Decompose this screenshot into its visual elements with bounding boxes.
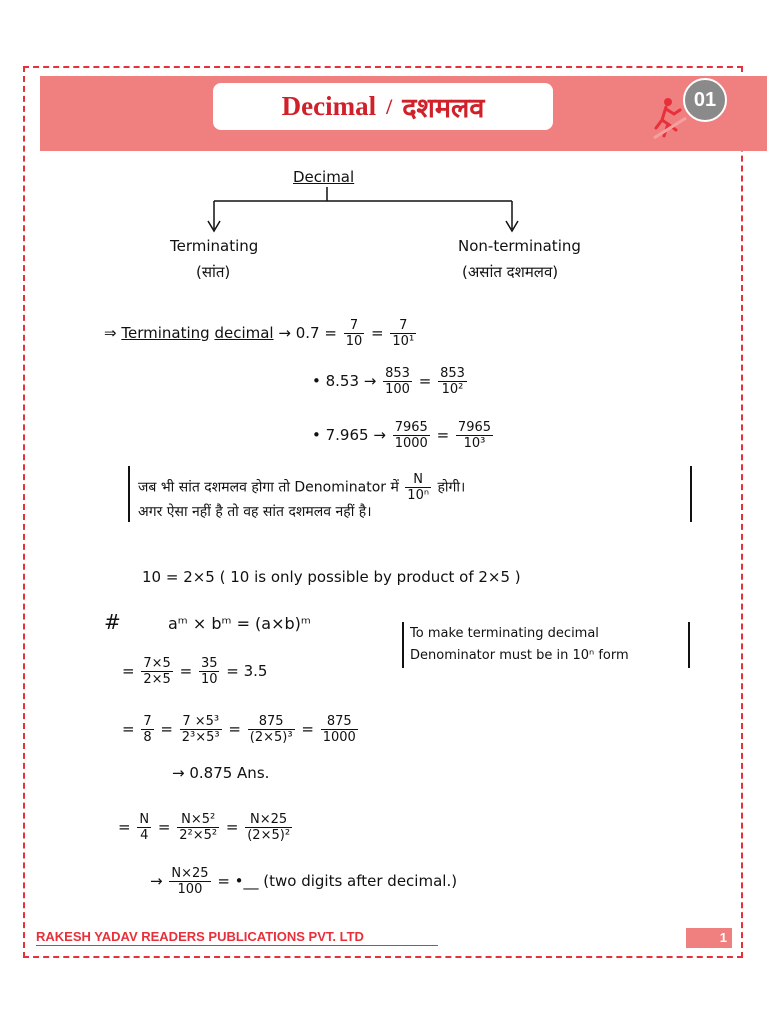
equals-sign: = — [122, 662, 135, 680]
calc-row-1 — [122, 656, 267, 687]
tree-right-label: Non-terminating — [458, 237, 581, 255]
tree-left-label: Terminating — [170, 237, 259, 255]
calc-answer: → 0.875 Ans. — [172, 764, 270, 782]
hash-mark: # — [104, 610, 121, 634]
fraction: $\frac{7}{8}$ — [143, 714, 152, 745]
terminating-label: Terminating — [121, 324, 210, 342]
equals-sign: = — [301, 720, 314, 738]
fraction: $\frac{35}{10}$ — [200, 656, 218, 687]
fraction: $\frac{\text{7 ×5³}}{\text{2³×5³}}$ — [181, 714, 220, 745]
equals-sign: = — [371, 324, 384, 342]
title-hindi: दशमलव — [402, 93, 485, 123]
fraction: $\frac{N\times 25}{100}$ — [171, 866, 209, 897]
fraction: $\frac{N\times 25}{\text{(2×5)²}}$ — [247, 812, 291, 843]
equals-sign: = — [122, 720, 135, 738]
title-english: Decimal — [281, 91, 377, 121]
fraction: $\frac{875}{1000}$ — [322, 714, 356, 745]
implies-arrow: ⇒ — [104, 324, 117, 342]
fraction: $\frac{875}{\text{(2×5)³}}$ — [249, 714, 293, 745]
fraction: $\frac{7965}{1000}$ — [394, 420, 428, 451]
terminating-row-3 — [312, 420, 495, 451]
equals-sign: = — [436, 426, 450, 444]
factor-line: 10 = 2×5 ( 10 is only possible by product of 2×5 ) — [142, 568, 521, 586]
tree-connector — [200, 185, 530, 235]
equals-sign: = — [179, 662, 193, 680]
equals-sign: = — [418, 372, 432, 390]
right-arrow: → — [150, 872, 163, 890]
calc-row-3 — [118, 812, 294, 843]
fraction: $\frac{7}{\text{10¹}}$ — [392, 318, 415, 349]
rule-note-line-1: To make terminating decimal — [410, 626, 599, 641]
calc-row-2 — [122, 714, 360, 745]
footer-underline — [36, 945, 438, 946]
example-value: • 7.965 → — [312, 426, 386, 444]
equals-sign: = — [225, 818, 239, 836]
example-value: • 8.53 → — [312, 372, 377, 390]
calc-row-4 — [150, 866, 457, 897]
tree-left-sub: (सांत) — [196, 263, 231, 281]
publisher-name: RAKESH YADAV READERS PUBLICATIONS PVT. LTD — [36, 929, 364, 944]
fraction: $\frac{7}{10}$ — [345, 318, 363, 349]
page-number: 1 — [686, 928, 732, 948]
equals-sign: = — [157, 818, 171, 836]
terminating-row-2 — [312, 366, 469, 397]
chapter-badge: 01 — [683, 78, 727, 122]
fraction: $\frac{853}{\text{10²}}$ — [440, 366, 465, 397]
example-value: 0.7 = — [295, 324, 337, 342]
terminating-row-1 — [104, 318, 418, 349]
decimal-label: decimal — [214, 324, 274, 342]
title-separator: / — [386, 93, 393, 119]
fraction: $\frac{N}{4}$ — [139, 812, 150, 843]
exponent-rule: aᵐ × bᵐ = (a×b)ᵐ — [168, 614, 311, 633]
hindi-note-line-1: जब भी सांत दशमलव होगा तो Denominator में $\frac{N}{\text{10ⁿ}}$ होगी। — [138, 472, 466, 503]
equals-sign: = — [228, 720, 241, 738]
tree-root: Decimal — [293, 168, 355, 186]
fraction: $\frac{7\times 5}{2\times 5}$ — [143, 656, 171, 687]
page-title — [213, 83, 553, 130]
tree-right-sub: (असांत दशमलव) — [462, 263, 559, 281]
fraction: $\frac{7965}{\text{10³}}$ — [457, 420, 492, 451]
rule-note-line-2: Denominator must be in 10ⁿ form — [410, 648, 629, 663]
hindi-note-line-2: अगर ऐसा नहीं है तो वह सांत दशमलव नहीं है। — [138, 504, 372, 520]
calc-result: = 3.5 — [226, 662, 268, 680]
fraction: $\frac{N}{\text{10ⁿ}}$ — [407, 472, 430, 503]
fraction: $\frac{853}{100}$ — [385, 366, 410, 397]
equals-sign: = — [118, 818, 131, 836]
calc-result: = •__ (two digits after decimal.) — [217, 872, 458, 890]
right-arrow: → — [278, 324, 291, 342]
fraction: $\frac{\text{N×5²}}{\text{2²×5²}}$ — [179, 812, 218, 843]
header-underline — [40, 147, 767, 151]
equals-sign: = — [160, 720, 173, 738]
